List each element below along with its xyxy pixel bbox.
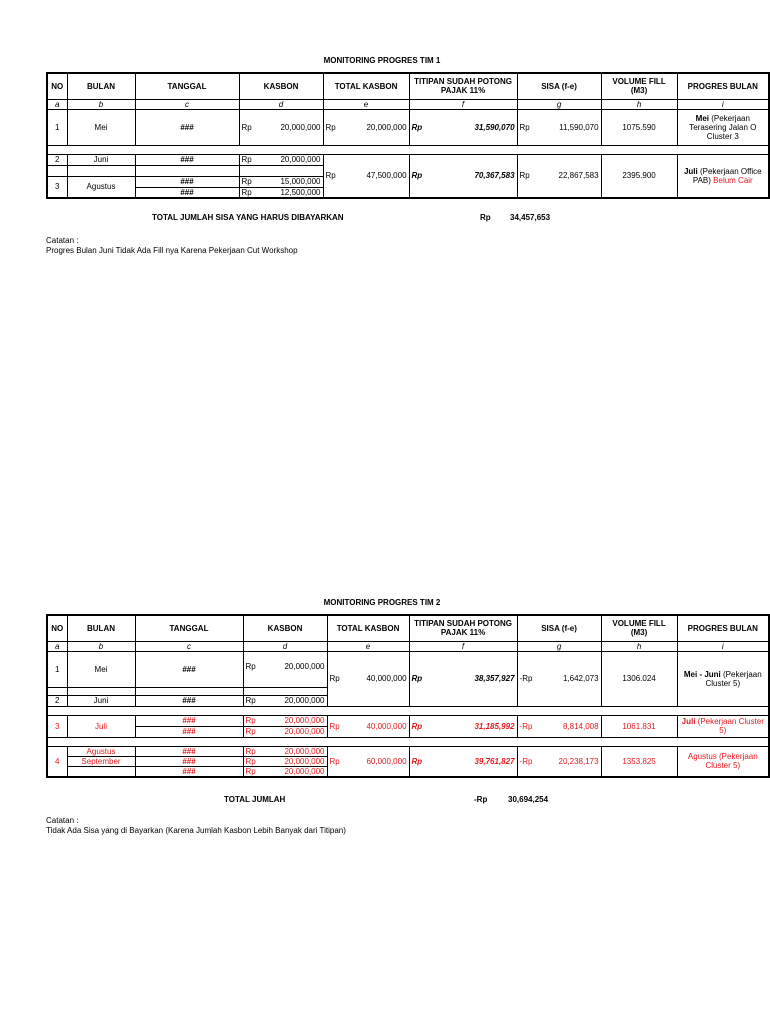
row-titipan-currency: Rp	[409, 715, 421, 737]
row-total-kasbon: 20,000,000	[339, 109, 409, 145]
table-row	[47, 154, 769, 165]
row-tanggal: ###	[135, 726, 243, 737]
progres-month: Juli	[681, 717, 696, 726]
progres-status: Belum Cair	[713, 175, 753, 185]
row-bulan-empty	[67, 766, 135, 777]
row-kasbon: 20,000,000	[263, 726, 327, 737]
row-kasbon: 15,000,000	[259, 176, 323, 187]
letter-b: b	[67, 99, 135, 109]
letter-i: i	[677, 641, 769, 651]
letter-d: d	[243, 641, 327, 651]
header-no: NO	[47, 615, 67, 641]
row-kasbon: 20,000,000	[259, 109, 323, 145]
row-bulan: Juli	[67, 715, 135, 737]
letter-g: g	[517, 641, 601, 651]
row-kasbon-currency: Rp	[243, 726, 263, 737]
row-kasbon-currency: Rp	[243, 746, 263, 756]
header-sisa: SISA (f-e)	[517, 73, 601, 99]
letter-h: h	[601, 99, 677, 109]
tim2-table	[46, 614, 770, 778]
letter-d: d	[239, 99, 323, 109]
row-tanggal: ###	[135, 651, 243, 687]
progres-month: Mei	[695, 113, 709, 123]
header-titipan: TITIPAN SUDAH POTONG PAJAK 11%	[409, 615, 517, 641]
letter-b: b	[67, 641, 135, 651]
merged-titipan: 70,367,583	[421, 154, 517, 198]
row-tanggal: ###	[135, 154, 239, 165]
header-bulan: BULAN	[67, 615, 135, 641]
row-kasbon-currency: Rp	[243, 651, 263, 687]
letter-a: a	[47, 99, 67, 109]
row-kasbon-currency: Rp	[243, 715, 263, 726]
row-total-kasbon: 40,000,000	[343, 651, 409, 706]
row-bulan: Mei	[67, 651, 135, 687]
row-total-currency: Rp	[327, 746, 343, 777]
row-bulan: Juni	[67, 154, 135, 165]
header-kasbon: KASBON	[243, 615, 327, 641]
row-no: 4	[47, 746, 67, 777]
row-no: 3	[47, 176, 67, 198]
table-row	[47, 651, 769, 687]
row-volume: 1353.825	[601, 746, 677, 777]
row-sisa: 20,238,173	[539, 746, 601, 777]
header-tanggal: TANGGAL	[135, 73, 239, 99]
row-kasbon-currency: Rp	[239, 187, 259, 198]
row-kasbon-currency: Rp	[239, 154, 259, 165]
header-bulan: BULAN	[67, 73, 135, 99]
header-kasbon: KASBON	[239, 73, 323, 99]
progres-desc: (Pekerjaan Cluster 5)	[705, 669, 762, 688]
row-tanggal: ###	[135, 756, 243, 766]
row-kasbon-currency: Rp	[243, 766, 263, 777]
row-tanggal: ###	[135, 695, 243, 706]
merged-progres	[677, 154, 769, 198]
tim1-table-wrap	[46, 72, 762, 199]
spacer-row	[47, 706, 769, 715]
row-titipan-currency: Rp	[409, 109, 421, 145]
letter-h: h	[601, 641, 677, 651]
row-tanggal: ###	[135, 715, 243, 726]
row-volume: 1306.024	[601, 651, 677, 706]
letter-e: e	[323, 99, 409, 109]
tim2-letter-row	[47, 641, 769, 651]
row-sisa-currency: -Rp	[517, 746, 539, 777]
row-kasbon: 12,500,000	[259, 187, 323, 198]
row-kasbon: 20,000,000	[259, 154, 323, 165]
tim2-note	[46, 816, 346, 836]
merged-sisa-currency: Rp	[517, 154, 531, 198]
note-title: Catatan :	[46, 816, 79, 825]
row-tanggal: ###	[135, 187, 239, 198]
tim1-table	[46, 72, 770, 199]
letter-g: g	[517, 99, 601, 109]
row-sisa: 8,814,008	[539, 715, 601, 737]
tim2-title: MONITORING PROGRES TIM 2	[323, 598, 441, 607]
row-volume: 1075.590	[601, 109, 677, 145]
row-no: 1	[47, 109, 67, 145]
letter-i: i	[677, 99, 769, 109]
tim1-total-value: 34,457,653	[510, 213, 551, 222]
tim2-total-label: TOTAL JUMLAH	[224, 795, 286, 804]
spacer-row	[47, 145, 769, 154]
letter-c: c	[135, 641, 243, 651]
row-tanggal: ###	[135, 176, 239, 187]
progres-desc: (Pekerjaan Office PAB)	[692, 166, 762, 185]
row-tanggal: ###	[135, 746, 243, 756]
header-volume: VOLUME FILL (M3)	[601, 73, 677, 99]
header-sisa: SISA (f-e)	[517, 615, 601, 641]
header-no: NO	[47, 73, 67, 99]
row-no: 3	[47, 715, 67, 737]
spacer-row	[47, 737, 769, 746]
table-row	[47, 746, 769, 756]
row-titipan: 31,590,070	[421, 109, 517, 145]
row-titipan: 31,185,992	[421, 715, 517, 737]
note-text: Progres Bulan Juni Tidak Ada Fill nya Karena Pekerjaan Cut Workshop	[46, 246, 298, 255]
tim1-letter-row	[47, 99, 769, 109]
letter-f: f	[409, 641, 517, 651]
tim1-title: MONITORING PROGRES TIM 1	[323, 56, 441, 65]
row-progres	[677, 651, 769, 706]
merged-sisa: 22,867,583	[531, 154, 601, 198]
tim2-header-row	[47, 615, 769, 641]
row-bulan: Agustus	[67, 746, 135, 756]
row-sisa-currency: Rp	[517, 109, 531, 145]
progres-desc: (Pekerjaan Cluster 5)	[697, 717, 764, 735]
header-progres: PROGRES BULAN	[677, 615, 769, 641]
tim1-header-row	[47, 73, 769, 99]
row-sisa: 1,642,073	[539, 651, 601, 706]
row-kasbon: 20,000,000	[263, 746, 327, 756]
tim2-total-value: 30,694,254	[508, 795, 549, 804]
header-total-kasbon: TOTAL KASBON	[327, 615, 409, 641]
row-kasbon: 20,000,000	[263, 756, 327, 766]
row-kasbon-currency: Rp	[239, 109, 259, 145]
table-row	[47, 715, 769, 726]
row-sisa: 11,590,070	[531, 109, 601, 145]
tim1-note	[46, 236, 298, 256]
row-no: 1	[47, 651, 67, 687]
row-tanggal: ###	[135, 766, 243, 777]
row-kasbon-currency: Rp	[243, 756, 263, 766]
row-sisa-currency: -Rp	[517, 715, 539, 737]
header-total-kasbon: TOTAL KASBON	[323, 73, 409, 99]
progres-month: Mei - Juni	[683, 669, 721, 679]
letter-e: e	[327, 641, 409, 651]
row-titipan-currency: Rp	[409, 651, 421, 706]
header-titipan: TITIPAN SUDAH POTONG PAJAK 11%	[409, 73, 517, 99]
note-title: Catatan :	[46, 236, 79, 245]
progres-month: Juli	[683, 166, 698, 176]
tim2-table-wrap	[46, 614, 764, 778]
row-progres: Agustus (Pekerjaan Cluster 5)	[677, 746, 769, 777]
row-kasbon: 20,000,000	[263, 715, 327, 726]
row-kasbon: 20,000,000	[263, 766, 327, 777]
row-progres	[677, 715, 769, 737]
row-total-kasbon: 60,000,000	[343, 746, 409, 777]
row-kasbon-currency: Rp	[239, 176, 259, 187]
row-titipan: 38,357,927	[421, 651, 517, 706]
row-no: 2	[47, 695, 67, 706]
merged-total-currency: Rp	[323, 154, 339, 198]
row-titipan-currency: Rp	[409, 746, 421, 777]
header-tanggal: TANGGAL	[135, 615, 243, 641]
row-kasbon-currency: Rp	[243, 695, 263, 706]
letter-a: a	[47, 641, 67, 651]
row-volume: 1061.831	[601, 715, 677, 737]
row-tanggal: ###	[135, 109, 239, 145]
tim1-total-label: TOTAL JUMLAH SISA YANG HARUS DIBAYARKAN	[152, 213, 344, 222]
merged-volume: 2395.900	[601, 154, 677, 198]
row-bulan: Agustus	[67, 176, 135, 198]
row-total-currency: Rp	[323, 109, 339, 145]
letter-f: f	[409, 99, 517, 109]
tim2-total-currency: -Rp	[474, 795, 488, 804]
row-bulan: Juni	[67, 695, 135, 706]
merged-total-kasbon: 47,500,000	[339, 154, 409, 198]
row-total-currency: Rp	[327, 651, 343, 706]
row-progres	[677, 109, 769, 145]
progres-desc: (Pekerjaan Terasering Jalan O Cluster 3	[689, 113, 757, 141]
row-kasbon: 20,000,000	[263, 651, 327, 687]
row-total-currency: Rp	[327, 715, 343, 737]
row-bulan: Mei	[67, 109, 135, 145]
row-no: 2	[47, 154, 67, 165]
letter-c: c	[135, 99, 239, 109]
row-bulan: September	[67, 756, 135, 766]
table-row	[47, 109, 769, 145]
row-sisa-currency: -Rp	[517, 651, 539, 706]
note-text: Tidak Ada Sisa yang di Bayarkan (Karena Jumlah Kasbon Lebih Banyak dari Titipan)	[46, 826, 346, 835]
row-titipan: 39,761,827	[421, 746, 517, 777]
row-kasbon: 20,000,000	[263, 695, 327, 706]
tim1-total-currency: Rp	[480, 213, 491, 222]
row-total-kasbon: 40,000,000	[343, 715, 409, 737]
header-progres: PROGRES BULAN	[677, 73, 769, 99]
merged-titipan-currency: Rp	[409, 154, 421, 198]
header-volume: VOLUME FILL (M3)	[601, 615, 677, 641]
